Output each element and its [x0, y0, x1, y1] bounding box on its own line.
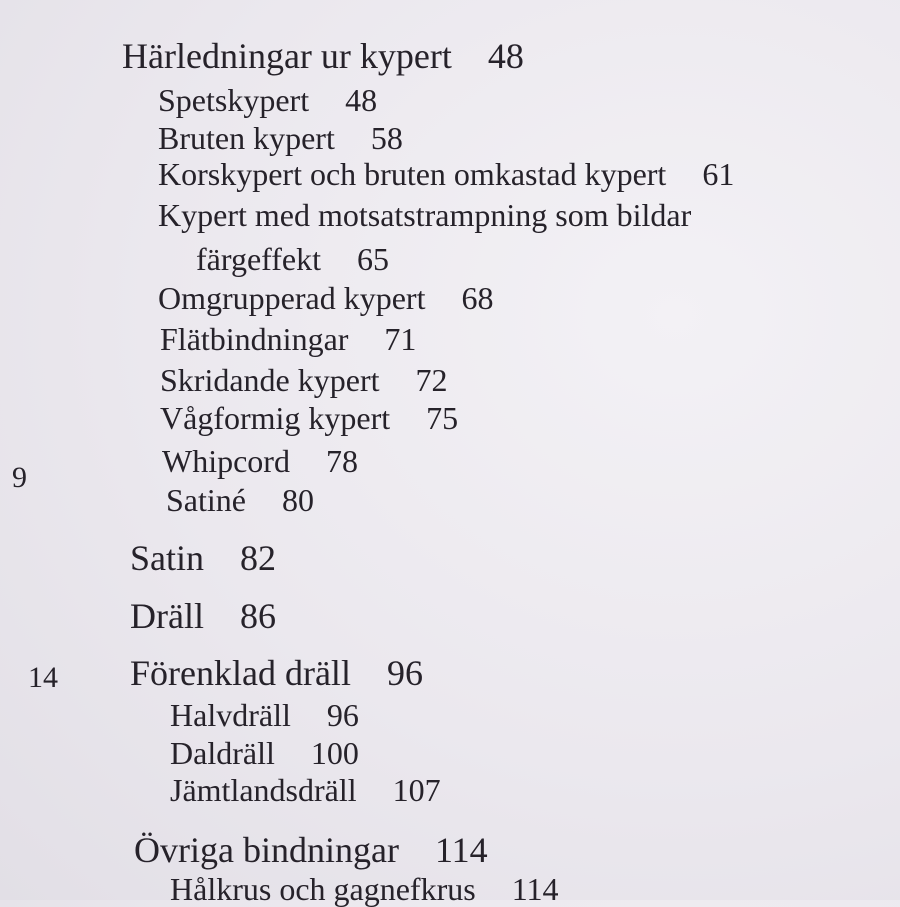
toc-entry [158, 84, 377, 116]
toc-entry-page: 107 [392, 772, 441, 808]
toc-entry [166, 484, 314, 516]
toc-entry [160, 364, 448, 396]
toc-entry [122, 38, 524, 74]
toc-entry-title: Bruten kypert [158, 120, 335, 156]
toc-entry-page: 86 [239, 596, 276, 636]
toc-entry-page: 75 [426, 400, 459, 436]
toc-entry-title: Förenklad dräll [130, 653, 351, 693]
toc-entry [130, 540, 276, 576]
toc-entry-page: 68 [461, 280, 494, 316]
toc-entry-title: Dräll [130, 596, 204, 636]
toc-entry-title: Härledningar ur kypert [122, 36, 452, 76]
toc-entry [130, 655, 423, 691]
toc-entry [134, 832, 488, 868]
toc-entry-page: 48 [345, 82, 378, 118]
toc-entry-page: 82 [240, 538, 277, 578]
toc-entry-page: 114 [511, 871, 559, 907]
toc-entry-title: Omgrupperad kypert [158, 280, 426, 316]
toc-entry-page: 65 [356, 241, 389, 277]
toc-entry [160, 402, 458, 434]
toc-entry [130, 598, 276, 634]
toc-entry [158, 199, 691, 231]
toc-entry-title: Halvdräll [170, 697, 291, 733]
chapter-number: 9 [12, 461, 27, 494]
toc-entry [158, 282, 493, 314]
toc-entry-title: Vågformig kypert [160, 400, 391, 436]
toc-entry-title: Kypert med motsatstrampning som bildar [158, 197, 692, 233]
toc-entry-page: 96 [386, 653, 423, 693]
toc-entry [162, 445, 358, 477]
toc-entry [158, 158, 734, 190]
toc-entry-page: 71 [384, 321, 417, 357]
toc-entry-title: Satin [130, 538, 205, 578]
toc-entry-title: Spetskypert [158, 82, 310, 118]
toc-entry [170, 699, 359, 731]
chapter-number: 14 [28, 661, 58, 694]
toc-entry-page: 61 [702, 156, 735, 192]
toc-entry-title: Whipcord [162, 443, 290, 479]
toc-entry-page: 96 [326, 697, 359, 733]
toc-entry-title: Korskypert och bruten omkastad kypert [158, 156, 667, 192]
toc-entry [170, 774, 441, 806]
toc-entry-page: 48 [487, 36, 524, 76]
toc-entry-title: Skridande kypert [160, 362, 380, 398]
toc-entry-page: 72 [415, 362, 448, 398]
toc-entry-page: 78 [325, 443, 358, 479]
toc-entry-title: Övriga bindningar [134, 830, 399, 870]
toc-entry [170, 873, 559, 905]
toc-entry-page: 114 [434, 830, 488, 870]
toc-entry-title: Flätbindningar [160, 321, 349, 357]
toc-entry [158, 122, 403, 154]
toc-entry [170, 737, 359, 769]
toc-entry-continuation [196, 243, 389, 275]
toc-entry-title: färgeffekt [196, 241, 321, 277]
toc-entry-page: 80 [281, 482, 314, 518]
toc-entry-page: 58 [370, 120, 403, 156]
toc-entry-page: 100 [310, 735, 359, 771]
toc-entry-title: Jämtlandsdräll [170, 772, 357, 808]
toc-entry-title: Satiné [166, 482, 246, 518]
toc-entry-title: Hålkrus och gagnefkrus [170, 871, 476, 907]
toc-entry [160, 323, 416, 355]
toc-entry-title: Daldräll [170, 735, 275, 771]
